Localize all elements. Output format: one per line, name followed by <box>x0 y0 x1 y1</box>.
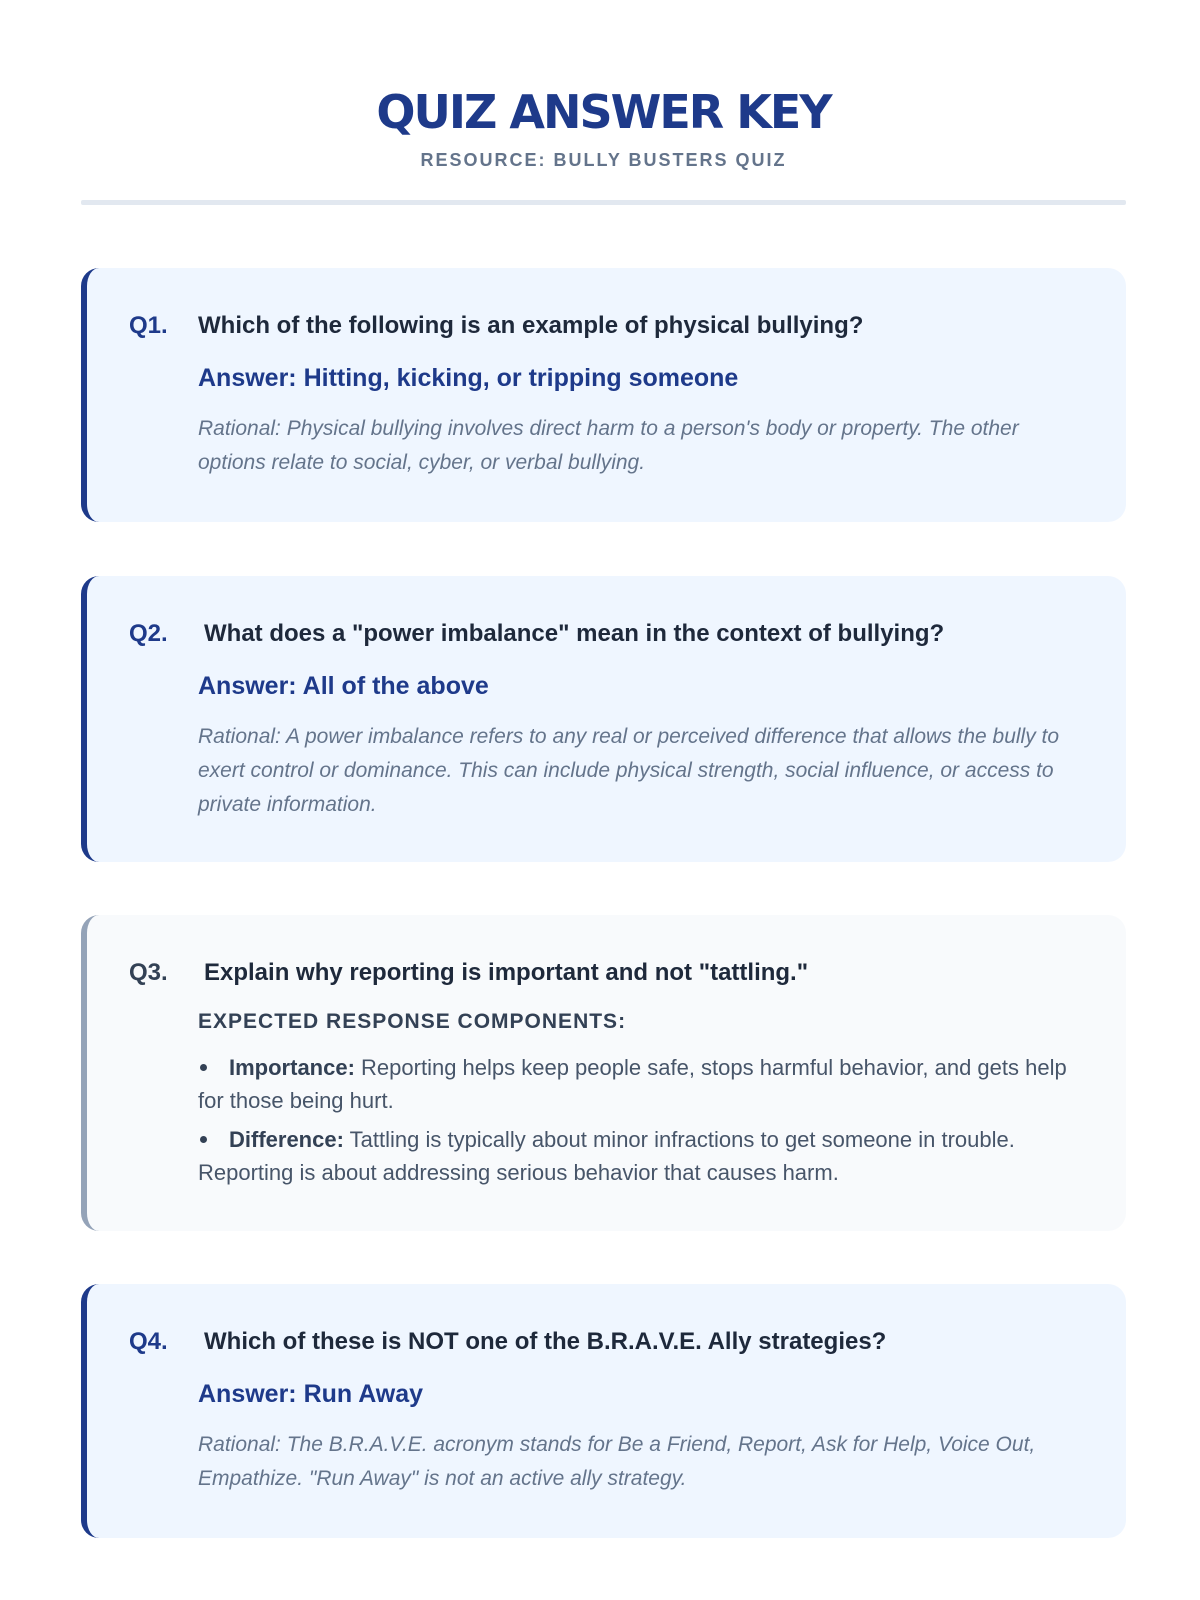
response-components-list <box>198 1051 1070 1189</box>
page-title: QUIZ ANSWER KEY <box>376 85 831 139</box>
rational-text: Rational: The B.R.A.V.E. acronym stands for Be a Friend, Report, Ask for Help, Voice Out, Empathize. "Run Away" is not an active ally strategy. <box>198 1433 1036 1490</box>
question-text: Which of these is NOT one of the B.R.A.V.E. Ally strategies? <box>204 1328 887 1355</box>
question-text: Explain why reporting is important and not "tattling." <box>204 959 809 986</box>
rational-text: Rational: Physical bullying involves direct harm to a person's body or property. The other options relate to social, cyber, or verbal bullying. <box>198 417 1019 474</box>
question-number: Q3. <box>129 959 168 986</box>
bullet-icon <box>200 1064 207 1071</box>
question-row <box>129 1328 1070 1356</box>
question-card-1 <box>81 268 1126 522</box>
question-number: Q4. <box>129 1328 168 1355</box>
page-header <box>81 0 1126 205</box>
question-number: Q1. <box>129 312 168 339</box>
header-divider <box>81 200 1126 205</box>
answer-key-page <box>81 0 1126 1490</box>
list-item <box>198 1123 1070 1189</box>
component-text: Reporting helps keep people safe, stops harmful behavior, and gets help for those being hurt. <box>198 1055 1067 1113</box>
component-text: Tattling is typically about minor infractions to get someone in trouble. Reporting is about addressing serious behavior that causes harm. <box>198 1127 1015 1185</box>
question-card-4 <box>81 1284 1126 1538</box>
answer-text: Answer: All of the above <box>198 672 489 700</box>
question-card-3 <box>81 915 1126 1231</box>
component-term: Difference: <box>229 1127 344 1152</box>
expected-response-label: EXPECTED RESPONSE COMPONENTS: <box>198 1010 627 1033</box>
rational-text: Rational: A power imbalance refers to any real or perceived difference that allows the bully to exert control or dominance. This can include physical strength, social influence, or access to private information. <box>198 725 1060 816</box>
question-row <box>129 312 1070 340</box>
answer-text: Answer: Run Away <box>198 1380 424 1408</box>
list-item <box>198 1051 1070 1117</box>
question-text: What does a "power imbalance" mean in the context of bullying? <box>204 620 945 647</box>
answer-text: Answer: Hitting, kicking, or tripping someone <box>198 364 739 392</box>
question-row <box>129 959 1070 987</box>
question-card-2 <box>81 576 1126 862</box>
question-number: Q2. <box>129 620 168 647</box>
question-row <box>129 620 1070 648</box>
page-subtitle: RESOURCE: BULLY BUSTERS QUIZ <box>420 150 787 170</box>
component-term: Importance: <box>229 1055 355 1080</box>
question-text: Which of the following is an example of physical bullying? <box>198 312 864 339</box>
bullet-icon <box>200 1136 207 1143</box>
